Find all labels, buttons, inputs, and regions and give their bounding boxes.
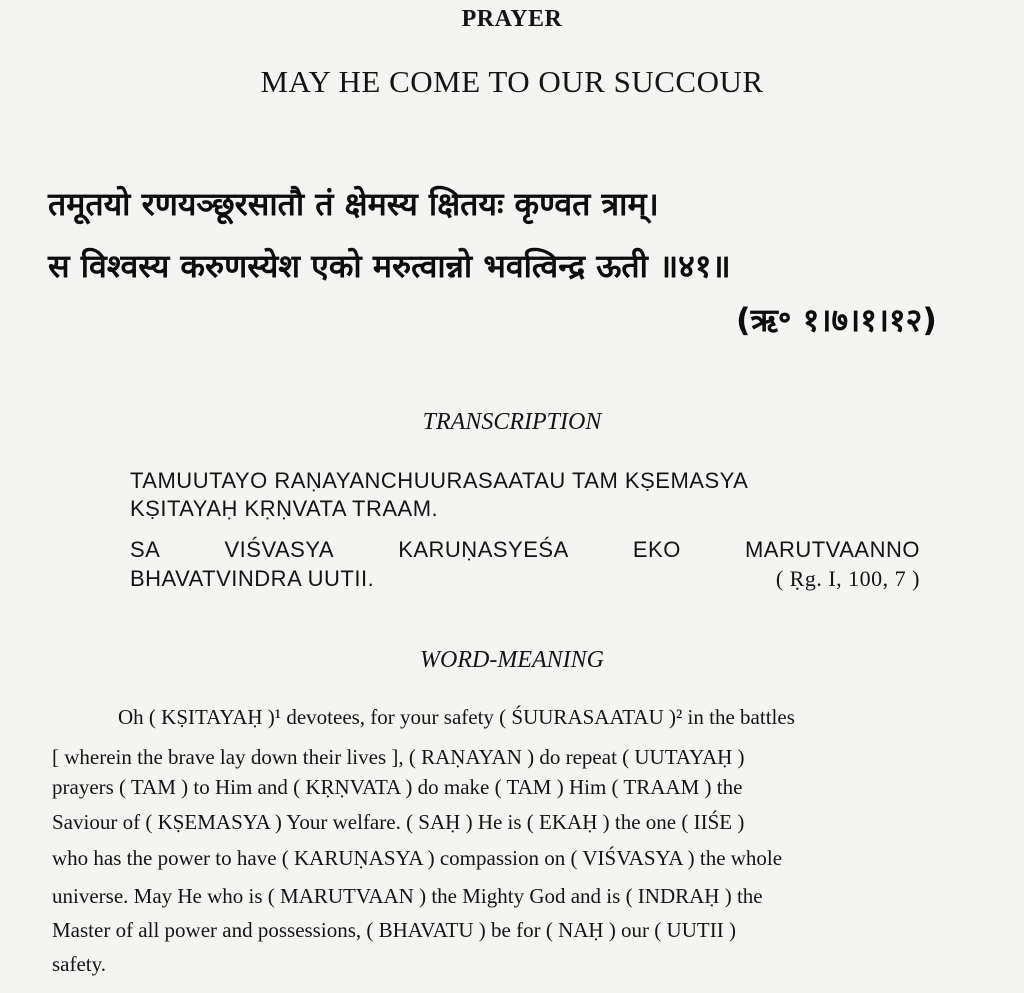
paragraph-line: Oh ( KṢITAYAḤ )¹ devotees, for your safety ( ŚUURASAATAU )² in the battles [118, 705, 795, 729]
paragraph-line: Master of all power and possessions, ( BHAVATU ) be for ( NAḤ ) our ( UUTII ) [52, 918, 736, 942]
paragraph-line: who has the power to have ( KARUṆASYA ) compassion on ( VIŚVASYA ) the whole [52, 846, 783, 870]
sanskrit-reference: (ऋ॰ १।७।१।१२) [736, 301, 937, 339]
paragraph-line: safety. [52, 952, 107, 976]
paragraph-line: universe. May He who is ( MARUTVAAN ) the Mighty God and is ( INDRAḤ ) the [52, 884, 763, 908]
paragraph-line: Saviour of ( KṢEMASYA ) Your welfare. ( SAḤ ) He is ( EKAḤ ) the one ( IIŚE ) [52, 810, 745, 834]
sanskrit-verse-line-1: तमूतयो रणयञ्छूरसातौ तं क्षेमस्य क्षितयः कृण्वत त्राम्। [48, 185, 659, 223]
transcription-line-3 [130, 537, 920, 563]
transcription-line-1: TAMUUTAYO RAṆAYANCHUURASAATAU TAM KṢEMASYA [130, 468, 749, 493]
section-heading: PRAYER [461, 6, 563, 32]
paragraph-line: [ wherein the brave lay down their lives ], ( RAṆAYAN ) do repeat ( UUTAYAḤ ) [52, 745, 745, 769]
transcription-word: SA [130, 537, 161, 562]
transcription-word: VIŚVASYA [224, 537, 335, 562]
transcription-heading: TRANSCRIPTION [422, 409, 602, 435]
transcription-word: EKO [632, 537, 681, 562]
word-meaning-heading: WORD-MEANING [420, 647, 604, 673]
transcription-word: MARUTVAANNO [744, 537, 920, 562]
rigveda-reference: ( Ṛg. I, 100, 7 ) [775, 566, 920, 591]
transcription-word: KARUṆASYEŚA [398, 537, 569, 562]
paragraph-line: prayers ( TAM ) to Him and ( KṚṆVATA ) do make ( TAM ) Him ( TRAAM ) the [52, 775, 743, 799]
transcription-line-2: KṢITAYAḤ KṚṆVATA TRAAM. [130, 496, 439, 521]
sanskrit-verse-line-2: स विश्वस्य करुणस्येश एको मरुत्वान्नो भवत्विन्द्र ऊती ॥४१॥ [48, 247, 731, 285]
transcription-line-4 [130, 566, 920, 592]
page-title: MAY HE COME TO OUR SUCCOUR [260, 64, 764, 99]
transcription-line-4-text: BHAVATVINDRA UUTII. [130, 566, 375, 591]
